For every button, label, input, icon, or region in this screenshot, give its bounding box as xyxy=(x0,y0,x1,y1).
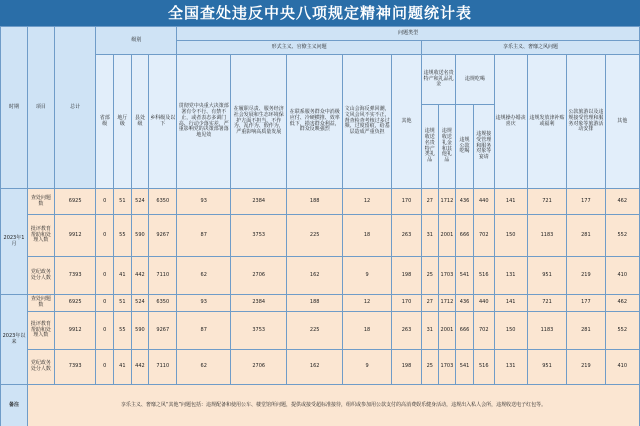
cell: 702 xyxy=(473,312,494,350)
cell: 1183 xyxy=(527,312,566,350)
header-formalism-col-other: 其他 xyxy=(391,55,421,189)
header-hedonism-group: 享乐主义、奢靡之风问题 xyxy=(422,41,640,55)
cell: 31 xyxy=(422,312,439,350)
cell: 18 xyxy=(343,215,392,257)
row-item-label: 党纪政务处分人数 xyxy=(27,257,54,295)
cell: 410 xyxy=(605,350,639,385)
cell: 721 xyxy=(527,295,566,312)
cell: 55 xyxy=(114,215,132,257)
header-gift-cash: 违规收送礼金和其他礼品 xyxy=(438,105,456,189)
cell: 6350 xyxy=(149,295,177,312)
cell: 1183 xyxy=(527,215,566,257)
cell: 436 xyxy=(456,189,474,215)
cell: 188 xyxy=(287,295,343,312)
cell: 281 xyxy=(567,215,605,257)
cell: 150 xyxy=(494,215,527,257)
table-row xyxy=(1,215,640,257)
header-hedonism-col-wedding: 违规操办婚丧喜庆 xyxy=(494,55,527,189)
header-level-prefecture: 地厅级 xyxy=(114,55,132,189)
header-formalism-col-4: 文山会海反弹回潮，文风会风不实不正，督查检查考核过多过频、过度留痕，给基层造成严重负担 xyxy=(343,55,392,189)
header-issue-type: 问题类型 xyxy=(177,27,640,41)
cell: 590 xyxy=(131,312,149,350)
period-label: 2023年1月 xyxy=(1,189,28,295)
header-hedonism-sub2: 违规吃喝 xyxy=(456,55,494,105)
cell: 12 xyxy=(343,295,392,312)
cell: 27 xyxy=(422,189,439,215)
header-dining-banquet: 违规接受管理和服务对象等宴请 xyxy=(473,105,494,189)
cell: 2001 xyxy=(438,215,456,257)
cell: 524 xyxy=(131,189,149,215)
cell: 9267 xyxy=(149,215,177,257)
cell: 1703 xyxy=(438,257,456,295)
cell: 25 xyxy=(422,350,439,385)
cell: 702 xyxy=(473,215,494,257)
header-dining-public: 违规公款吃喝 xyxy=(456,105,474,189)
cell: 0 xyxy=(96,312,114,350)
cell: 9267 xyxy=(149,312,177,350)
cell: 3753 xyxy=(231,312,287,350)
cell: 141 xyxy=(494,295,527,312)
cell: 440 xyxy=(473,295,494,312)
cell: 225 xyxy=(287,312,343,350)
cell: 87 xyxy=(177,215,231,257)
cell: 177 xyxy=(567,295,605,312)
cell: 131 xyxy=(494,257,527,295)
cell: 666 xyxy=(456,215,474,257)
row-item-label: 批评教育帮助和处理人数 xyxy=(27,215,54,257)
cell: 162 xyxy=(287,350,343,385)
cell: 25 xyxy=(422,257,439,295)
cell: 225 xyxy=(287,215,343,257)
cell: 150 xyxy=(494,312,527,350)
note-text: 享乐主义、奢靡之风“其他”问题包括：违规配备和使用公车、楼堂馆所问题，提供或接受超标准接待，组织或参加用公款支付的高消费娱乐健身活动，违规出入私人会所，违规收送电子红包等。 xyxy=(27,385,639,426)
header-formalism-col-3: 在联系服务群众中消极应付、冷硬横推、效率低下，损害群众利益，群众反映强烈 xyxy=(287,55,343,189)
cell: 6925 xyxy=(54,295,95,312)
cell: 440 xyxy=(473,189,494,215)
cell: 6925 xyxy=(54,189,95,215)
cell: 0 xyxy=(96,295,114,312)
header-level-county: 县处级 xyxy=(131,55,149,189)
header-hedonism-sub1: 违规收送名贵特产和礼品礼金 xyxy=(422,55,456,105)
cell: 541 xyxy=(456,350,474,385)
row-item-label: 批评教育帮助和处理人数 xyxy=(27,312,54,350)
cell: 541 xyxy=(456,257,474,295)
cell: 516 xyxy=(473,257,494,295)
page-title: 全国查处违反中央八项规定精神问题统计表 xyxy=(0,0,640,26)
cell: 170 xyxy=(391,189,421,215)
cell: 51 xyxy=(114,189,132,215)
cell: 170 xyxy=(391,295,421,312)
note-label: 备注 xyxy=(1,385,28,426)
cell: 93 xyxy=(177,189,231,215)
cell: 552 xyxy=(605,215,639,257)
table-row xyxy=(1,189,640,215)
cell: 0 xyxy=(96,189,114,215)
cell: 198 xyxy=(391,350,421,385)
header-formalism-col-2: 在履职尽责、服务经济社会发展和生态环境保护方面不担当、不作为、乱作为、假作为，严重影响高质量发展 xyxy=(231,55,287,189)
header-level-group: 级别 xyxy=(96,27,177,55)
cell: 131 xyxy=(494,350,527,385)
cell: 51 xyxy=(114,295,132,312)
cell: 41 xyxy=(114,350,132,385)
cell: 177 xyxy=(567,189,605,215)
cell: 436 xyxy=(456,295,474,312)
note-row xyxy=(1,385,640,426)
table-row xyxy=(1,295,640,312)
cell: 0 xyxy=(96,350,114,385)
header-formalism-col-1: 贯彻党中央重大决策部署有令不行、有禁不止，或者表态多调门高、行动少落实差，严重影响党的决策部署落地见效 xyxy=(177,55,231,189)
cell: 27 xyxy=(422,295,439,312)
cell: 219 xyxy=(567,257,605,295)
cell: 6350 xyxy=(149,189,177,215)
cell: 552 xyxy=(605,312,639,350)
cell: 263 xyxy=(391,312,421,350)
cell: 7110 xyxy=(149,350,177,385)
cell: 87 xyxy=(177,312,231,350)
cell: 1712 xyxy=(438,189,456,215)
header-level-province: 省部级 xyxy=(96,55,114,189)
cell: 442 xyxy=(131,257,149,295)
header-item: 项目 xyxy=(27,27,54,189)
cell: 3753 xyxy=(231,215,287,257)
cell: 219 xyxy=(567,350,605,385)
table-row xyxy=(1,257,640,295)
period-label: 2023年以来 xyxy=(1,295,28,385)
cell: 951 xyxy=(527,257,566,295)
cell: 9 xyxy=(343,350,392,385)
cell: 462 xyxy=(605,189,639,215)
cell: 9912 xyxy=(54,312,95,350)
cell: 721 xyxy=(527,189,566,215)
header-period: 时期 xyxy=(1,27,28,189)
row-item-label: 党纪政务处分人数 xyxy=(27,350,54,385)
cell: 442 xyxy=(131,350,149,385)
cell: 2706 xyxy=(231,350,287,385)
cell: 162 xyxy=(287,257,343,295)
header-hedonism-col-travel: 公款旅游以及违规接受管理和服务对象等旅游活动安排 xyxy=(567,55,605,189)
row-item-label: 查处问题数 xyxy=(27,189,54,215)
cell: 9912 xyxy=(54,215,95,257)
cell: 524 xyxy=(131,295,149,312)
cell: 55 xyxy=(114,312,132,350)
row-item-label: 查处问题数 xyxy=(27,295,54,312)
cell: 198 xyxy=(391,257,421,295)
cell: 2384 xyxy=(231,189,287,215)
cell: 590 xyxy=(131,215,149,257)
cell: 462 xyxy=(605,295,639,312)
cell: 7393 xyxy=(54,257,95,295)
header-formalism-group: 形式主义、官僚主义问题 xyxy=(177,41,422,55)
cell: 12 xyxy=(343,189,392,215)
cell: 93 xyxy=(177,295,231,312)
header-hedonism-col-allowance: 违规发放津补贴或福利 xyxy=(527,55,566,189)
cell: 9 xyxy=(343,257,392,295)
cell: 281 xyxy=(567,312,605,350)
cell: 62 xyxy=(177,257,231,295)
cell: 1712 xyxy=(438,295,456,312)
cell: 2001 xyxy=(438,312,456,350)
header-gift-specialty: 违规收送名贵特产类礼品 xyxy=(422,105,439,189)
cell: 516 xyxy=(473,350,494,385)
cell: 0 xyxy=(96,257,114,295)
cell: 1703 xyxy=(438,350,456,385)
cell: 2384 xyxy=(231,295,287,312)
cell: 41 xyxy=(114,257,132,295)
header-hedonism-col-other: 其他 xyxy=(605,55,639,189)
cell: 666 xyxy=(456,312,474,350)
header-level-township: 乡科级及以下 xyxy=(149,55,177,189)
cell: 62 xyxy=(177,350,231,385)
cell: 31 xyxy=(422,215,439,257)
table-row xyxy=(1,312,640,350)
header-total: 总计 xyxy=(54,27,95,189)
cell: 18 xyxy=(343,312,392,350)
cell: 263 xyxy=(391,215,421,257)
cell: 951 xyxy=(527,350,566,385)
cell: 188 xyxy=(287,189,343,215)
cell: 7110 xyxy=(149,257,177,295)
cell: 2706 xyxy=(231,257,287,295)
stats-table xyxy=(0,26,640,426)
cell: 410 xyxy=(605,257,639,295)
cell: 0 xyxy=(96,215,114,257)
table-row xyxy=(1,350,640,385)
cell: 7393 xyxy=(54,350,95,385)
cell: 141 xyxy=(494,189,527,215)
